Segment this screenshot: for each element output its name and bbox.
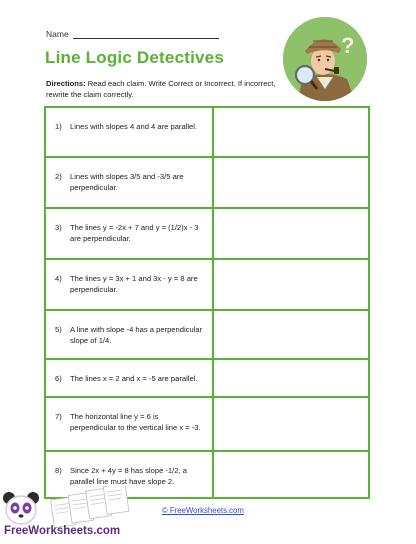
table-row xyxy=(45,208,369,259)
claim-text: Lines with slopes 3/5 and -3/5 are perpendicular. xyxy=(70,172,184,192)
answer-cell[interactable] xyxy=(213,208,369,259)
claim-number: 4) xyxy=(55,274,62,283)
answer-cell[interactable] xyxy=(213,359,369,397)
claim-number: 3) xyxy=(55,223,62,232)
claim-cell xyxy=(45,310,213,359)
answer-cell[interactable] xyxy=(213,451,369,498)
name-line xyxy=(73,29,219,39)
table-row xyxy=(45,359,369,397)
claim-cell xyxy=(45,208,213,259)
answer-cell[interactable] xyxy=(213,259,369,310)
claim-cell xyxy=(45,157,213,208)
claims-table xyxy=(44,106,370,499)
footer-link[interactable]: © FreeWorksheets.com xyxy=(162,506,244,515)
claim-cell xyxy=(45,359,213,397)
name-field xyxy=(46,29,219,39)
answer-cell[interactable] xyxy=(213,157,369,208)
directions xyxy=(46,78,286,100)
claim-text: Lines with slopes 4 and 4 are parallel. xyxy=(70,122,198,131)
claim-number: 6) xyxy=(55,374,62,383)
worksheet-title: Line Logic Detectives xyxy=(45,48,224,67)
detective-icon xyxy=(283,17,367,101)
answer-cell[interactable] xyxy=(213,107,369,157)
claim-number: 5) xyxy=(55,325,62,334)
table-row xyxy=(45,397,369,451)
claim-cell xyxy=(45,107,213,157)
name-label: Name xyxy=(46,29,69,39)
table-row xyxy=(45,259,369,310)
table-row xyxy=(45,157,369,208)
claim-text: The lines x = 2 and x = -5 are parallel. xyxy=(70,374,198,383)
directions-text: Read each claim. Write Correct or Incorrect. If incorrect, rewrite the claim correctly. xyxy=(46,79,276,99)
directions-label: Directions: xyxy=(46,79,86,88)
svg-text:FreeWorksheets.com: FreeWorksheets.com xyxy=(4,525,121,537)
claim-number: 2) xyxy=(55,172,62,181)
claim-number: 1) xyxy=(55,122,62,131)
claim-text: The lines y = 3x + 1 and 3x - y = 8 are perpendicular. xyxy=(70,274,198,294)
claim-cell xyxy=(45,259,213,310)
claim-text: The horizontal line y = 6 is perpendicular to the vertical line x = -3. xyxy=(70,412,201,432)
claim-number: 8) xyxy=(55,466,62,475)
claim-text: Since 2x + 4y = 8 has slope -1/2, a parallel line must have slope 2. xyxy=(70,466,187,486)
answer-cell[interactable] xyxy=(213,310,369,359)
freeworksheets-logo xyxy=(0,486,150,539)
answer-cell[interactable] xyxy=(213,397,369,451)
claim-text: A line with slope -4 has a perpendicular slope of 1/4. xyxy=(70,325,203,345)
claim-text: The lines y = -2x + 7 and y = (1/2)x - 3 are perpendicular. xyxy=(70,223,199,243)
svg-text:?: ? xyxy=(341,33,355,58)
claim-number: 7) xyxy=(55,412,62,421)
detective-illustration xyxy=(283,17,367,101)
table-row xyxy=(45,310,369,359)
table-row xyxy=(45,107,369,157)
claim-cell xyxy=(45,397,213,451)
panda-logo-icon xyxy=(0,486,150,539)
